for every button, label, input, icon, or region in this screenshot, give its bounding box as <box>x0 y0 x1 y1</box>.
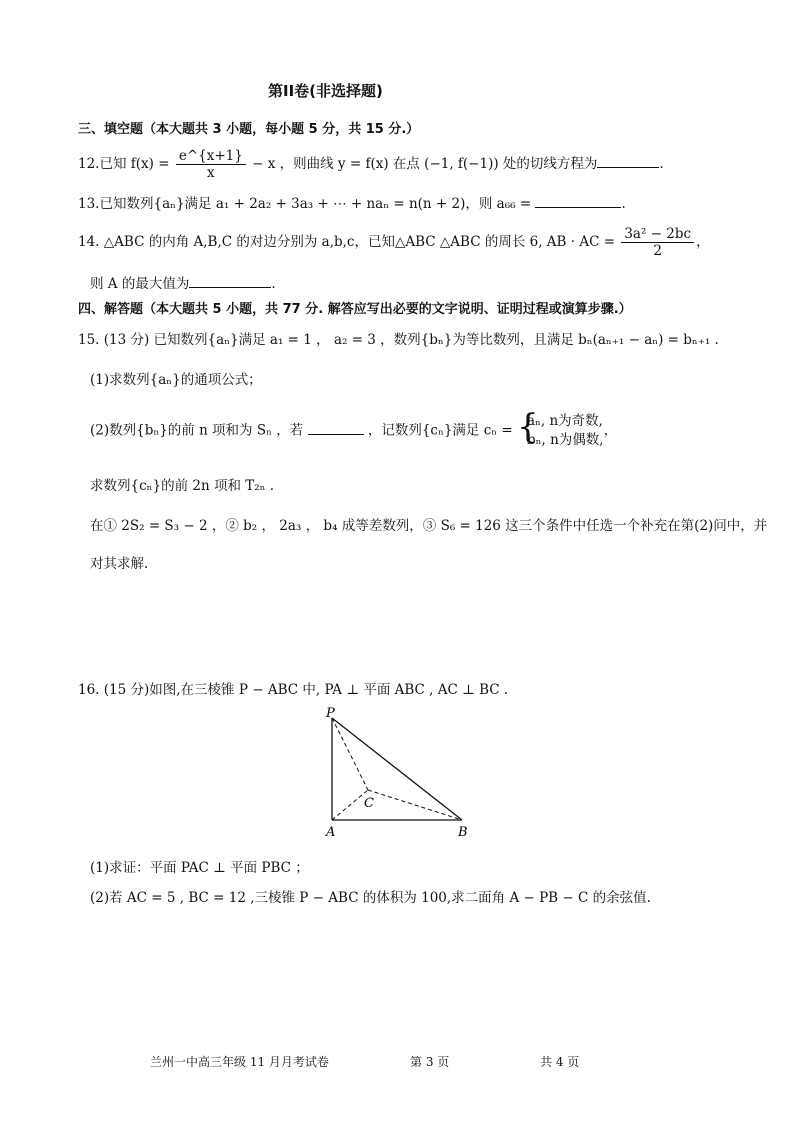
question-13-number: 13. <box>78 196 100 212</box>
question-15-case-odd: aₙ, n为奇数, <box>527 413 603 429</box>
question-15-stem: 15. (13 分) 已知数列{aₙ}满足 a₁ = 1 ， a₂ = 3 ，数列{bₙ}为等比数列，且满足 bₙ(aₙ₊₁ − aₙ) = bₙ₊₁ . <box>78 332 719 348</box>
question-14-end: . <box>271 276 276 292</box>
question-14-frac-den: 2 <box>653 243 662 259</box>
left-brace-icon: { <box>517 407 539 447</box>
vertex-label-P: P <box>326 706 335 721</box>
question-12-fraction <box>176 148 246 181</box>
section-fill-in-header: 三、填空题（本大题共 3 小题，每小题 5 分，共 15 分.） <box>78 122 420 137</box>
vertex-label-B: B <box>458 825 468 840</box>
question-12-number: 12. <box>78 156 100 172</box>
part-title: 第II卷(非选择题) <box>268 82 383 100</box>
footer-total-pages: 共 4 页 <box>540 1055 580 1069</box>
question-12-end: . <box>659 156 664 172</box>
question-16-part2: (2)若 AC = 5 , BC = 12 ,三棱锥 P − ABC 的体积为 100,求二面角 A − PB − C 的余弦值. <box>90 890 651 906</box>
footer-page-number: 第 3 页 <box>410 1055 450 1069</box>
question-15-condition-blank <box>308 420 364 435</box>
question-15-part2-end: ， <box>603 422 618 439</box>
question-14-number: 14. <box>78 234 100 250</box>
vertex-label-C: C <box>364 796 374 811</box>
footer-exam-name: 兰州一中高三年级 11 月月考试卷 <box>150 1055 329 1069</box>
question-13-end: . <box>621 196 626 212</box>
question-14-line2-text: 则 A 的最大值为 <box>90 276 190 292</box>
question-12-answer-blank <box>597 153 659 168</box>
question-14-text: △ABC 的内角 A,B,C 的对边分别为 a,b,c，已知△ABC △ABC 的周长 6, AB · AC = <box>103 234 616 250</box>
question-12-frac-num: e^{x+1} <box>176 148 246 165</box>
question-12-post: − x ，则曲线 y = f(x) 在点 (−1, f(−1)) 处的切线方程为 <box>252 156 598 172</box>
question-14 <box>78 226 710 259</box>
question-16-stem: 16. (15 分)如图,在三棱锥 P − ABC 中, PA ⊥ 平面 ABC , AC ⊥ BC . <box>78 682 509 698</box>
question-15-piecewise <box>517 407 604 450</box>
section-answer-header: 四、解答题（本大题共 5 小题，共 77 分. 解答应写出必要的文字说明、证明过程或演算步骤.） <box>78 302 632 317</box>
question-14-frac-num: 3a² − 2bc <box>621 226 694 243</box>
question-15-part2-line2: 求数列{cₙ}的前 2n 项和 T₂ₙ . <box>90 478 275 494</box>
question-15-part2-pre: (2)数列{bₙ}的前 n 项和为 Sₙ ，若 <box>90 422 304 439</box>
question-15-part2 <box>90 407 618 450</box>
edge-PC <box>332 718 368 790</box>
question-13 <box>78 192 626 212</box>
edge-AC <box>332 790 368 820</box>
question-12-pre: 已知 f(x) = <box>99 156 170 172</box>
question-14-comma: ， <box>696 234 710 250</box>
question-15-conditions-2: 对其求解. <box>90 556 149 572</box>
question-16-part1: (1)求证：平面 PAC ⊥ 平面 PBC ； <box>90 860 309 876</box>
question-14-fraction <box>621 226 694 259</box>
edge-BC <box>368 790 462 820</box>
question-12 <box>78 148 664 181</box>
vertex-label-A: A <box>326 825 336 840</box>
question-14-answer-blank <box>189 273 271 288</box>
question-15-part1: (1)求数列{aₙ}的通项公式； <box>90 372 262 388</box>
edge-PB <box>332 718 462 820</box>
question-12-frac-den: x <box>207 165 215 181</box>
question-14-line2 <box>90 272 276 292</box>
tetrahedron-figure <box>318 706 478 840</box>
question-15-part2-mid: ，记数列{cₙ}满足 cₙ = <box>367 422 513 439</box>
question-13-answer-blank <box>535 193 621 208</box>
question-13-text: 已知数列{aₙ}满足 a₁ + 2a₂ + 3a₃ + ⋯ + naₙ = n(n + 2)，则 a₆₆ = <box>99 196 532 212</box>
question-15-case-even: bₙ, n为偶数, <box>527 432 604 448</box>
question-15-conditions: 在① 2S₂ = S₃ − 2 ，② b₂ ， 2a₃ ， b₄ 成等差数列，③ S₆ = 126 这三个条件中任选一个补充在第(2)问中，并 <box>90 518 768 534</box>
